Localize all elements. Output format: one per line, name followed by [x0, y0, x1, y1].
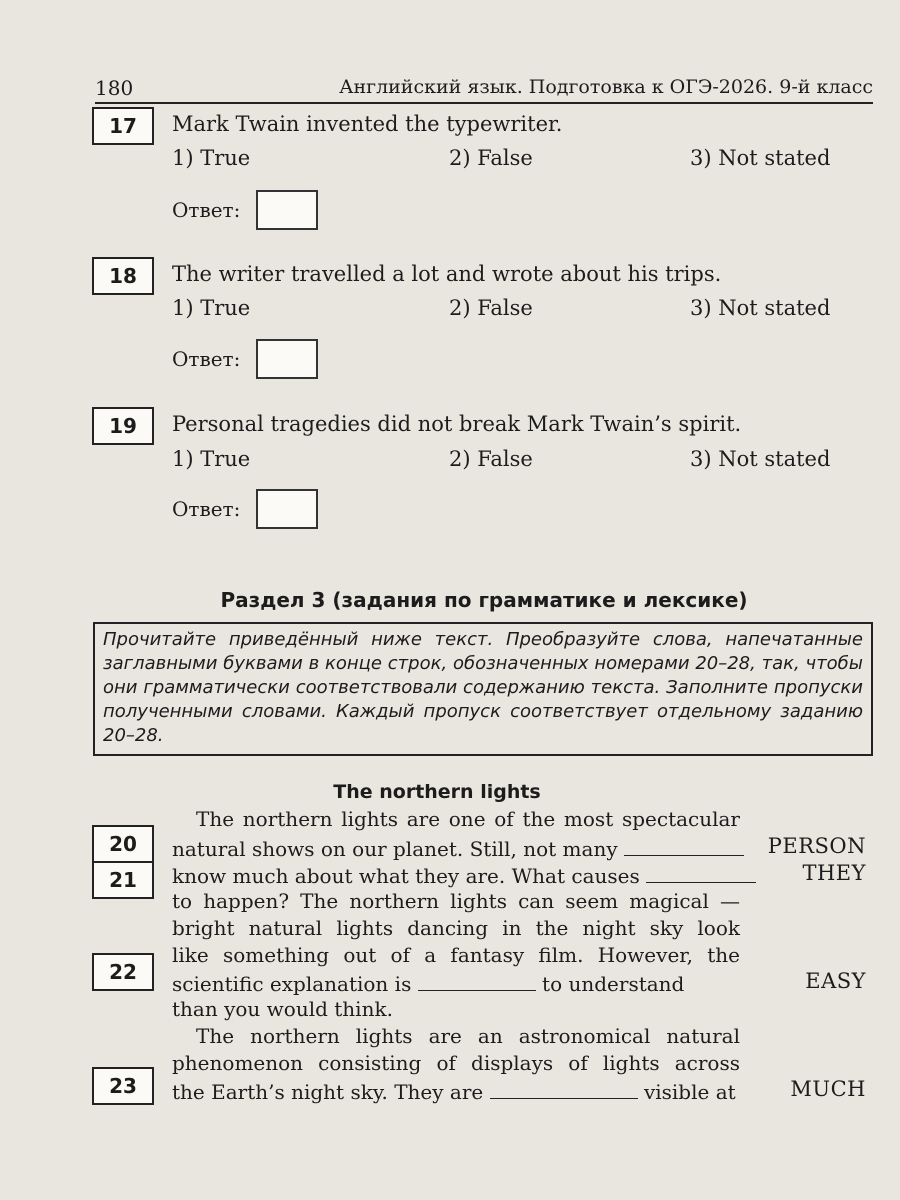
text-line — [172, 1078, 740, 1104]
gap-23[interactable] — [490, 1078, 638, 1099]
gap-22[interactable] — [418, 970, 536, 991]
text-line — [172, 970, 740, 996]
text-title: The northern lights — [333, 781, 541, 803]
text-line-part: know much about what they are. What causes — [172, 864, 640, 888]
text-line: phenomenon consisting of displays of lights across — [172, 1051, 740, 1075]
instruction-box: Прочитайте приведённый ниже текст. Преобразуйте слова, напечатанные заглавными буквами в конце строк, обозначенных номерами 20–28, так, чтобы они грамматически соответствовали содержанию текста. Заполните пропуски полученными словами. Каждый пропуск соответствует отдельному заданию 20–28. — [93, 622, 873, 756]
text-line: to happen? The northern lights can seem magical — — [172, 889, 740, 913]
text-line-part: to understand — [542, 972, 685, 996]
question-text: Personal tragedies did not break Mark Twain’s spirit. — [172, 412, 742, 436]
task-number: 20 — [92, 825, 154, 863]
text-line-part: visible at — [643, 1080, 736, 1104]
text-line — [172, 862, 740, 888]
text-line: bright natural lights dancing in the night sky look — [172, 916, 740, 940]
text-line-part: the Earth’s night sky. They are — [172, 1080, 484, 1104]
section-title: Раздел 3 (задания по грамматике и лексике) — [220, 588, 748, 612]
option-false: 2) False — [449, 146, 533, 170]
text-line — [172, 835, 740, 861]
answer-label: Ответ: — [172, 497, 241, 521]
text-line: The northern lights are an astronomical natural — [196, 1024, 740, 1048]
page-header — [95, 72, 873, 104]
option-not-stated: 3) Not stated — [690, 146, 831, 170]
answer-box[interactable] — [256, 190, 318, 230]
option-false: 2) False — [449, 296, 533, 320]
task-number: 23 — [92, 1067, 154, 1105]
keyword: THEY — [802, 861, 866, 885]
book-title: Английский язык. Подготовка к ОГЭ-2026. 9-й класс — [339, 76, 873, 98]
option-not-stated: 3) Not stated — [690, 296, 831, 320]
text-line: The northern lights are one of the most spectacular — [196, 807, 740, 831]
text-line-part: scientific explanation is — [172, 972, 412, 996]
option-false: 2) False — [449, 447, 533, 471]
keyword: EASY — [805, 969, 866, 993]
page-number: 180 — [95, 76, 134, 100]
question-text: Mark Twain invented the typewriter. — [172, 112, 563, 136]
question-number: 18 — [92, 257, 154, 295]
option-true: 1) True — [172, 447, 251, 471]
option-true: 1) True — [172, 146, 251, 170]
task-number: 21 — [92, 861, 154, 899]
keyword: PERSON — [767, 834, 866, 858]
answer-box[interactable] — [256, 339, 318, 379]
question-number: 19 — [92, 407, 154, 445]
answer-label: Ответ: — [172, 347, 241, 371]
task-number: 22 — [92, 953, 154, 991]
option-not-stated: 3) Not stated — [690, 447, 831, 471]
gap-20[interactable] — [624, 835, 744, 856]
text-line: than you would think. — [172, 997, 393, 1021]
answer-label: Ответ: — [172, 198, 241, 222]
gap-21[interactable] — [646, 862, 756, 883]
option-true: 1) True — [172, 296, 251, 320]
answer-box[interactable] — [256, 489, 318, 529]
text-line: like something out of a fantasy film. However, the — [172, 943, 740, 967]
text-line-part: natural shows on our planet. Still, not many — [172, 837, 618, 861]
question-text: The writer travelled a lot and wrote about his trips. — [172, 262, 722, 286]
keyword: MUCH — [790, 1077, 866, 1101]
question-number: 17 — [92, 107, 154, 145]
